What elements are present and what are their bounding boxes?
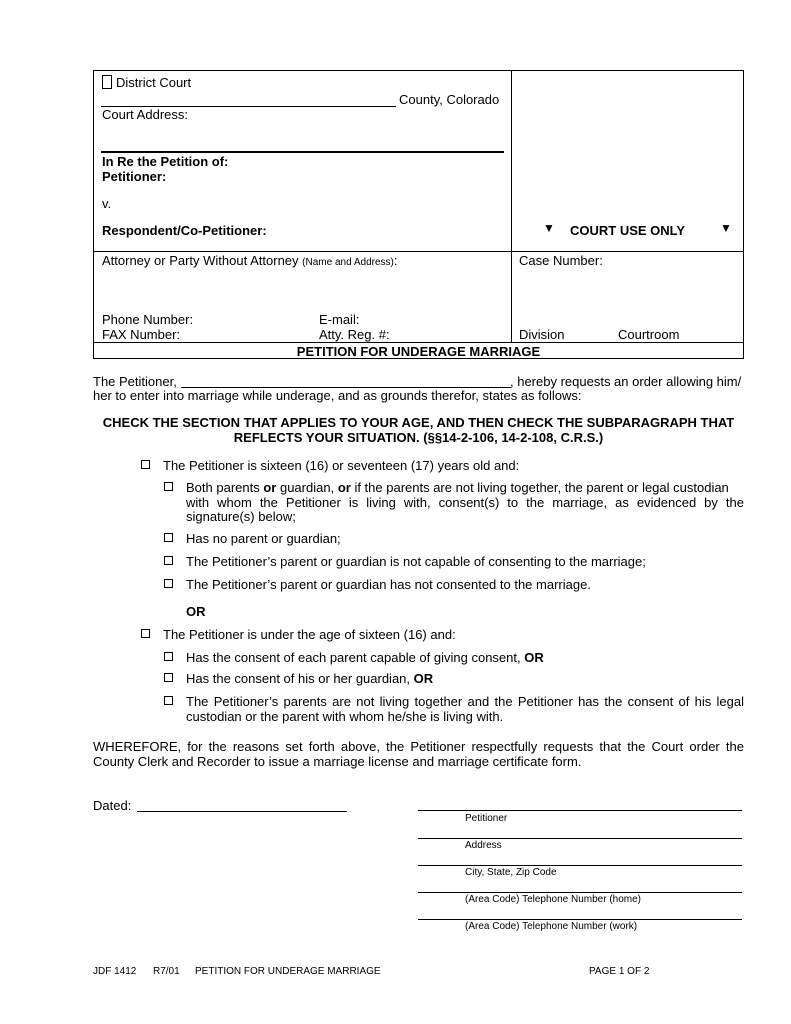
court-address-rule [101, 151, 504, 153]
intro-line2: her to enter into marriage while underage, and as grounds therefor, states as follows: [93, 388, 582, 403]
section2-item2-checkbox[interactable] [164, 673, 173, 682]
in-re-label: In Re the Petition of: [102, 154, 229, 169]
footer-form-number: JDF 1412 [93, 966, 137, 977]
instruction-line1: CHECK THE SECTION THAT APPLIES TO YOUR AGE, AND THEN CHECK THE SUBPARAGRAPH THAT [102, 415, 735, 430]
attorney-colon: : [393, 253, 398, 268]
caption-divider-title [93, 342, 744, 343]
section2-item3-checkbox[interactable] [164, 696, 173, 705]
district-court-label: District Court [116, 75, 192, 90]
section2-item2-text: Has the consent of his or her guardian, [186, 671, 411, 686]
attorney-note: (Name and Address) [302, 257, 394, 268]
footer-page-number: PAGE 1 OF 2 [589, 966, 650, 977]
instruction-line2: REFLECTS YOUR SITUATION. (§§14-2-106, 14-2-108, C.R.S.) [233, 430, 604, 445]
court-address-label: Court Address: [102, 107, 188, 122]
section1-checkbox[interactable] [141, 460, 150, 469]
petitioner-caption: Petitioner [465, 813, 508, 824]
section1-label: The Petitioner is sixteen (16) or seventeen (17) years old and: [163, 458, 520, 473]
city-state-zip-line[interactable] [418, 851, 742, 866]
or-separator: OR [186, 604, 206, 619]
section1-item1-checkbox[interactable] [164, 482, 173, 491]
section2-item1-text: Has the consent of each parent capable of giving consent, [186, 650, 521, 665]
email-label: E-mail: [319, 312, 360, 327]
petitioner-name-field[interactable] [181, 373, 511, 388]
district-court-checkbox[interactable] [102, 75, 112, 89]
address-caption: Address [465, 840, 502, 851]
item1-or2: or [337, 480, 351, 495]
item1-text-b: guardian, [279, 480, 335, 495]
section2-item3-line1: The Petitioner’s parents are not living together and the Petitioner has the consent of his legal [186, 694, 744, 709]
section1-item2-checkbox[interactable] [164, 533, 173, 542]
intro-suffix: , hereby requests an order allowing him/ [510, 374, 742, 389]
footer-revision: R7/01 [153, 966, 180, 977]
fax-label: FAX Number: [102, 327, 181, 342]
section2-item1-or: OR [524, 650, 544, 665]
phone-work-caption: (Area Code) Telephone Number (work) [465, 921, 638, 932]
dated-field[interactable] [137, 797, 347, 812]
arrow-down-icon: ▼ [720, 221, 732, 235]
section2-item1-checkbox[interactable] [164, 652, 173, 661]
caption-divider-mid [93, 251, 744, 252]
section1-item1-line2: with whom the Petitioner is living with, consent(s) to the marriage, as evidenced by the [186, 495, 744, 510]
wherefore-line1: WHEREFORE, for the reasons set forth above, the Petitioner respectfully requests that the Court order the [93, 739, 744, 754]
division-label: Division [519, 327, 565, 342]
caption-divider-vertical [511, 70, 512, 342]
section1-item1-line1 [186, 480, 744, 495]
case-number-label: Case Number: [519, 253, 603, 268]
item1-text-a: Both parents [186, 480, 260, 495]
section1-item4: The Petitioner’s parent or guardian has not consented to the marriage. [186, 577, 591, 592]
footer-title: PETITION FOR UNDERAGE MARRIAGE [195, 966, 381, 977]
item1-text-c: if the parents are not living together, the parent or legal custodian [354, 480, 729, 495]
item1-or1: or [263, 480, 277, 495]
section1-item2: Has no parent or guardian; [186, 531, 341, 546]
petitioner-label: Petitioner: [102, 169, 167, 184]
atty-reg-label: Atty. Reg. #: [319, 327, 390, 342]
section1-item3: The Petitioner’s parent or guardian is not capable of consenting to the marriage; [186, 554, 646, 569]
section2-checkbox[interactable] [141, 629, 150, 638]
section1-item4-checkbox[interactable] [164, 579, 173, 588]
section2-item3-line2: custodian or the parent with whom he/she is living with. [186, 709, 504, 724]
section1-item1-line3: signature(s) below; [186, 509, 296, 524]
form-title: PETITION FOR UNDERAGE MARRIAGE [296, 344, 541, 359]
wherefore-line2: County Clerk and Recorder to issue a marriage license and marriage certificate form. [93, 754, 582, 769]
versus-label: v. [102, 196, 112, 211]
city-state-zip-caption: City, State, Zip Code [465, 867, 557, 878]
section2-item2 [186, 671, 433, 686]
attorney-label-text: Attorney or Party Without Attorney [102, 253, 299, 268]
county-name-field[interactable] [101, 92, 396, 107]
attorney-label [102, 253, 398, 268]
phone-label: Phone Number: [102, 312, 194, 327]
address-line[interactable] [418, 824, 742, 839]
phone-work-line[interactable] [418, 905, 742, 920]
county-suffix: County, Colorado [399, 92, 500, 107]
section2-item1 [186, 650, 544, 665]
courtroom-label: Courtroom [618, 327, 680, 342]
phone-home-line[interactable] [418, 878, 742, 893]
section1-item3-checkbox[interactable] [164, 556, 173, 565]
phone-home-caption: (Area Code) Telephone Number (home) [465, 894, 642, 905]
court-use-only-label: COURT USE ONLY [570, 223, 686, 238]
dated-label: Dated: [93, 798, 132, 813]
respondent-label: Respondent/Co-Petitioner: [102, 223, 267, 238]
petitioner-signature-line[interactable] [418, 796, 742, 811]
section2-item2-or: OR [413, 671, 434, 686]
intro-prefix: The Petitioner, [93, 374, 177, 389]
section2-label: The Petitioner is under the age of sixteen (16) and: [163, 627, 456, 642]
arrow-down-icon: ▼ [543, 221, 555, 235]
